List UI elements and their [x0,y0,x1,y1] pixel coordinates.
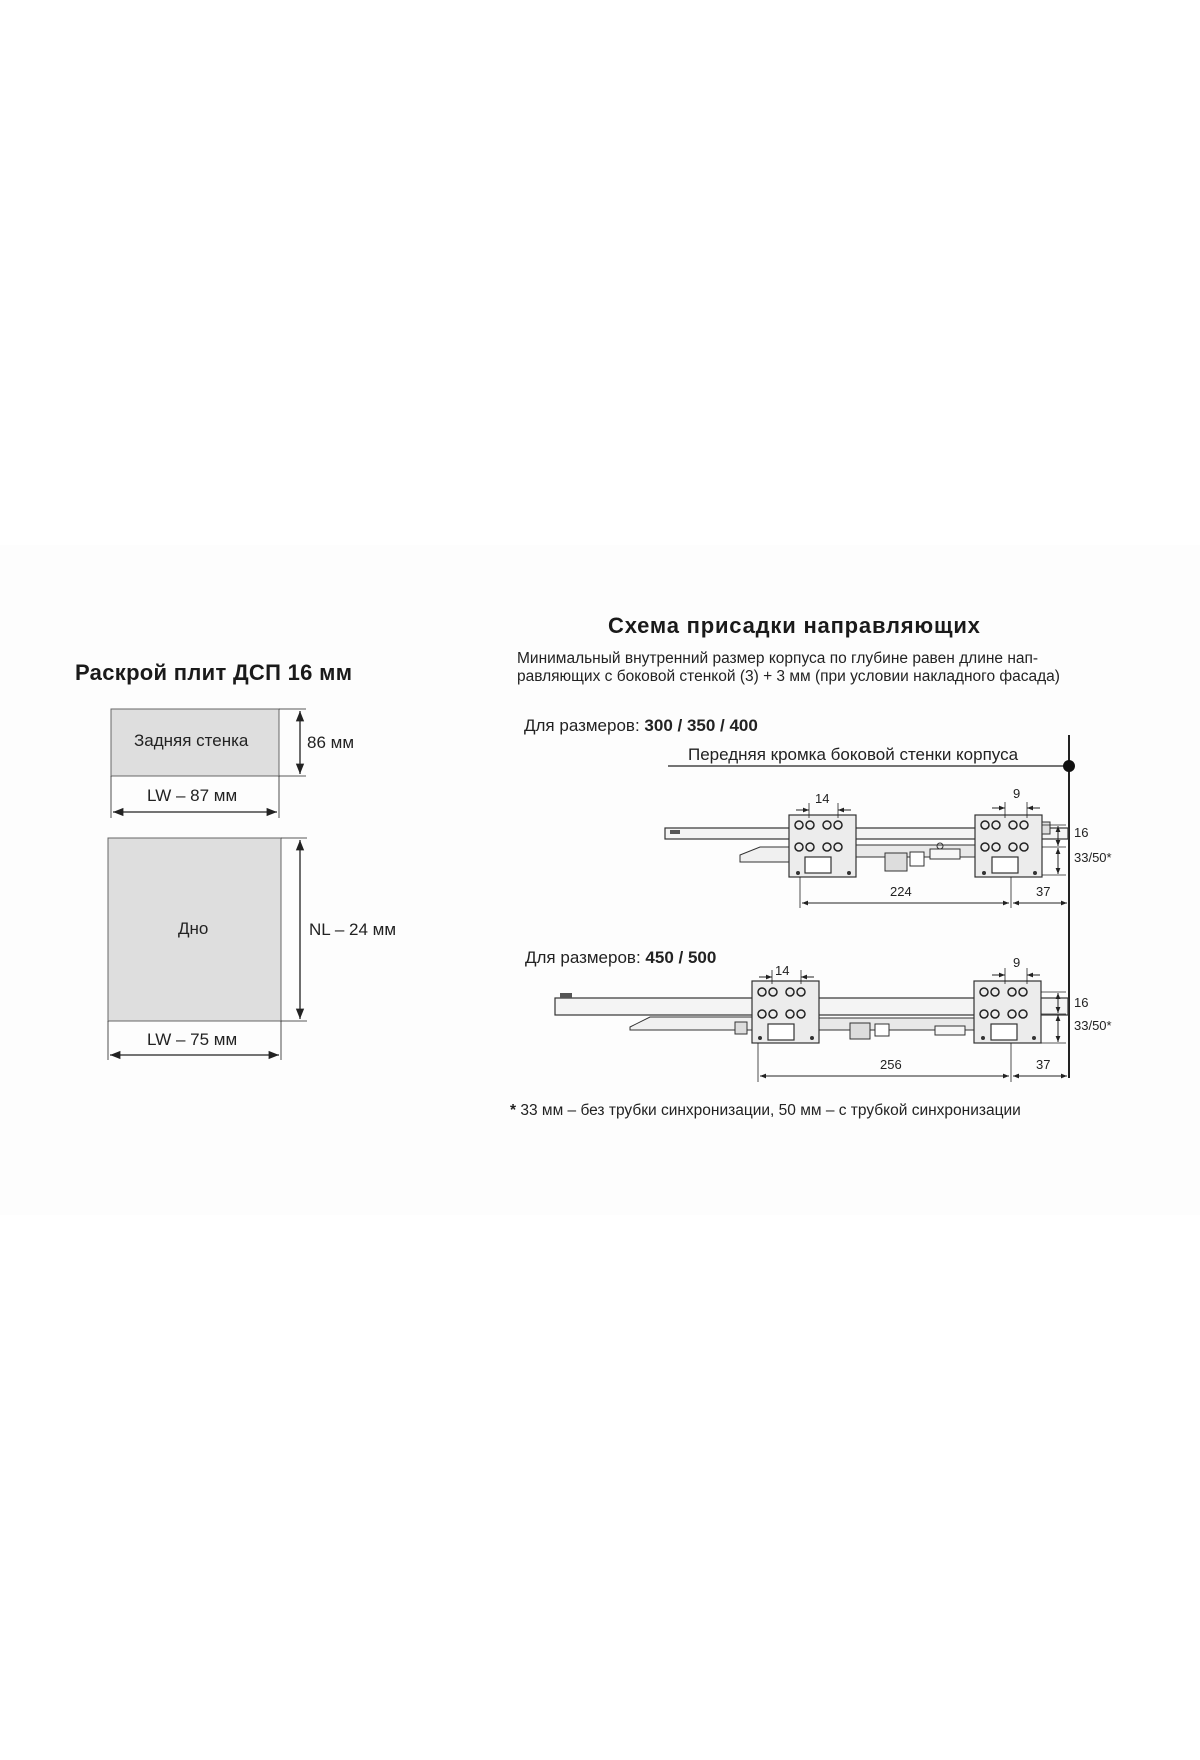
bottom-panel-label: Дно [178,919,209,938]
rail-top-drawing [665,815,1068,877]
rail-top-dim-33-50: 33/50* [1074,850,1112,865]
cutting-title: Раскрой плит ДСП 16 мм [75,660,353,685]
rail-bottom-dim-37: 37 [1036,1057,1051,1072]
rail-bottom-dim-16: 16 [1074,995,1089,1010]
rail-top-dim-37: 37 [1036,884,1051,899]
rail-top-dim-16: 16 [1074,825,1089,840]
rail-bottom-dim-9: 9 [1013,955,1021,970]
rail-top-dim-224: 224 [890,884,912,899]
front-edge-label: Передняя кромка боковой стенки корпуса [688,745,1019,764]
back-panel-width-label: LW – 87 мм [147,786,238,805]
rail-bottom-dim-14: 14 [775,963,790,978]
rail-top-size-label [524,716,758,736]
description-line-1: Минимальный внутренний размер корпуса по глубине равен длине нап- [517,650,1039,667]
rail-bottom-dim-256: 256 [880,1057,902,1072]
rail-bottom-dim-33-50: 33/50* [1074,1018,1112,1033]
front-edge-dot [1063,760,1075,772]
description-line-2: равляющих с боковой стенкой (3) + 3 мм (при условии накладного фасада) [517,668,1060,685]
footnote-star: * [510,1102,517,1119]
footnote [510,1102,1021,1120]
bottom-panel-height-label: NL – 24 мм [309,920,397,939]
back-panel-height-label: 86 мм [307,733,355,752]
rail-top-size-prefix: Для размеров: [524,716,645,735]
drilling-scheme-title: Схема присадки направляющих [608,613,981,638]
rail-top-dim-14: 14 [815,791,830,806]
rail-bottom-size-prefix: Для размеров: [525,948,646,967]
rail-bottom-size-label [525,948,716,968]
bottom-panel-width-label: LW – 75 мм [147,1030,238,1049]
back-panel-label: Задняя стенка [134,731,249,750]
rail-bottom-drawing [555,981,1068,1043]
rail-top-sizes: 300 / 350 / 400 [644,716,758,735]
rail-top-dim-9: 9 [1013,786,1021,801]
footnote-text: 33 мм – без трубки синхронизации, 50 мм – с трубкой синхронизации [520,1102,1021,1119]
rail-bottom-sizes: 450 / 500 [645,948,717,967]
